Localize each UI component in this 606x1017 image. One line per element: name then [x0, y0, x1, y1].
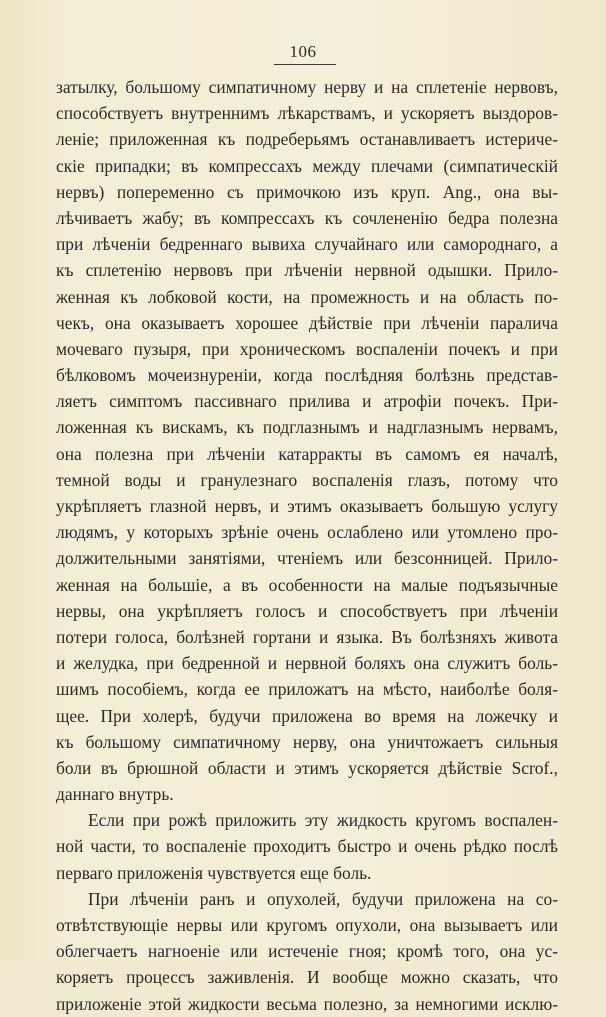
text-line: даннаго внутрь.: [56, 784, 174, 805]
text-line: при лѣченіи бедреннаго вывиха случайнаго или самороднаго, а: [56, 234, 558, 255]
text-line: ложенная къ вискамъ, къ подглазнымъ и надглазнымъ нервамъ,: [56, 417, 558, 438]
text-line: отвѣтствующіе нервы или кругомъ опухоли, она вызываетъ или: [56, 915, 558, 935]
text-line: затылку, большому симпатичному нерву и на сплетеніе нервовъ,: [56, 77, 558, 97]
text-line: леніе; приложенная къ подреберьямъ останавливаетъ истериче-: [56, 129, 558, 150]
text-line: бѣлковомъ мочеизнуреніи, когда послѣдняя болѣзнь представ-: [56, 365, 558, 386]
header-rule: [274, 64, 336, 65]
text-line: укрѣпляетъ глазной нервъ, и этимъ оказываетъ большую услугу: [56, 496, 558, 516]
text-line: чекъ, она оказываетъ хорошее дѣйствіе при лѣченіи паралича: [56, 312, 558, 333]
text-line: нервы, она укрѣпляетъ голосъ и способствуетъ при лѣченіи: [56, 600, 558, 621]
text-line: женная на большіе, а въ особенности на малые подъязычные: [56, 574, 558, 595]
text-line: коряетъ процессъ заживленія. И вообще можно сказать, что: [56, 967, 558, 988]
text-line: темной воды и гранулезнаго воспаленія глазъ, потому что: [56, 469, 558, 490]
page-number: 106: [289, 42, 317, 61]
text-line: она полезна при лѣченіи катарракты въ самомъ ея началѣ,: [56, 443, 558, 464]
text-line: нервъ) попеременно съ примочкою изъ круп. Ang., она вы-: [56, 181, 558, 202]
text-line: облегчаетъ нагноеніе или истеченіе гноя; кромѣ того, она ус-: [56, 941, 558, 962]
body-text: [56, 74, 558, 1017]
paragraph-first-line: При лѣченіи ранъ и опухолей, будучи приложена на со-: [88, 888, 558, 909]
text-line: людямъ, у которыхъ зрѣніе очень ослаблено или утомлено про-: [56, 522, 558, 543]
text-line: мочеваго пузыря, при хроническомъ воспаленіи почекъ и при: [56, 338, 558, 359]
text-line: и желудка, при бедренной и нервной боляхъ она служитъ боль-: [56, 653, 558, 674]
text-line: потери голоса, болѣзней гортани и языка. Въ болѣзняхъ живота: [56, 626, 558, 647]
text-line: скіе припадки; въ компрессахъ между плечами (симпатическій: [56, 155, 558, 176]
text-line: къ большому симпатичному нерву, она уничтожаетъ сильныя: [56, 731, 558, 752]
text-line: щее. При холерѣ, будучи приложена во время на ложечку и: [56, 705, 558, 726]
text-line: лѣчиваетъ жабу; въ компрессахъ къ сочлененію бедра полезна: [56, 207, 558, 228]
text-line: ной части, то воспаленіе проходитъ быстро и очень рѣдко послѣ: [56, 836, 558, 857]
paragraph-first-line: Если при рожѣ приложить эту жидкость кругомъ воспален-: [88, 810, 558, 831]
text-line: должительными занятіями, чтеніемъ или безсонницей. Прило-: [56, 548, 558, 569]
text-line: приложеніе этой жидкости весьма полезно, за немногими исклю-: [56, 993, 558, 1014]
text-line: женная къ лобковой кости, на промежность и на область по-: [56, 286, 558, 307]
text-line: ляетъ симптомъ пассивнаго прилива и атрофіи почекъ. При-: [56, 391, 558, 412]
text-line: шимъ пособіемъ, когда ее приложатъ на мѣсто, наиболѣе боля-: [56, 679, 558, 700]
text-line: боли въ брюшной области и этимъ ускоряется дѣйствіе Scrof.,: [56, 757, 558, 778]
text-line: способствуетъ внутреннимъ лѣкарствамъ, и ускоряетъ выздоров-: [56, 103, 558, 124]
text-line: къ сплетенію нервовъ при лѣченіи нервной одышки. Прило-: [56, 260, 558, 281]
text-line: перваго приложенія чувствуется еще боль.: [56, 862, 372, 883]
